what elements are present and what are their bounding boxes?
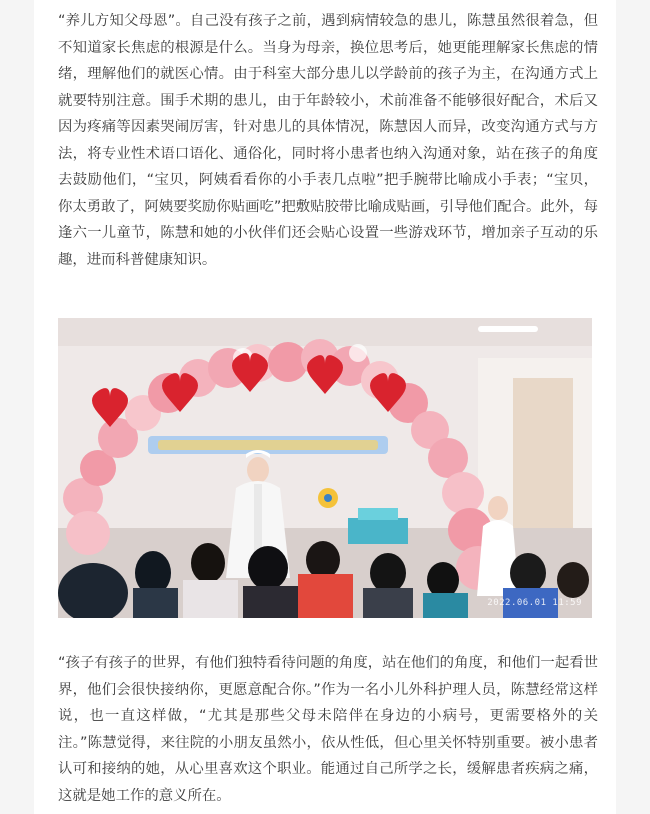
- photo-timestamp: 2022.06.01 11:59: [487, 598, 582, 608]
- photo-illustration: [58, 318, 592, 618]
- article-paragraph-2: “孩子有孩子的世界，有他们独特看待问题的角度，站在他们的角度，和他们一起看世界，他们会很快接纳你，更愿意配合你。”作为一名小儿外科护理人员，陈慧经常这样说，也一直这样做，“尤其是那些父母未陪伴在身边的小病号，更需要格外的关注。”陈慧觉得，来往院的小朋友虽然小，依从性低，但心里关怀特别重要。被小患者认可和接纳的她，从心里喜欢这个职业。能通过自己所学之长，缓解患者疾病之痛，这就是她工作的意义所在。: [58, 655, 598, 804]
- article-paragraph-1: “养儿方知父母恩”。自己没有孩子之前，遇到病情较急的患儿，陈慧虽然很着急，但不知道家长焦虑的根源是什么。当身为母亲，换位思考后，她更能理解家长焦虑的情绪，理解他们的就医心情。由于科室大部分患儿以学龄前的孩子为主，在沟通方式上就要特别注意。围手术期的患儿，由于年龄较小，术前准备不能够很好配合，术后又因为疼痛等因素哭闹厉害，针对患儿的具体情况，陈慧因人而异，改变沟通方式与方法，将专业性术语口语化、通俗化，同时将小患者也纳入沟通对象，站在孩子的角度去鼓励他们，“宝贝，阿姨看看你的小手表几点啦”把手腕带比喻成小手表；“宝贝，你太勇敢了，阿姨要奖励你贴画吃”把敷贴胶带比喻成贴画，引导他们配合。此外，每逢六一儿童节，陈慧和她的小伙伴们还会贴心设置一些游戏环节，增加亲子互动的乐趣，进而科普健康知识。: [58, 13, 598, 268]
- article-photo[interactable]: [58, 318, 592, 618]
- article-body: [34, 0, 616, 814]
